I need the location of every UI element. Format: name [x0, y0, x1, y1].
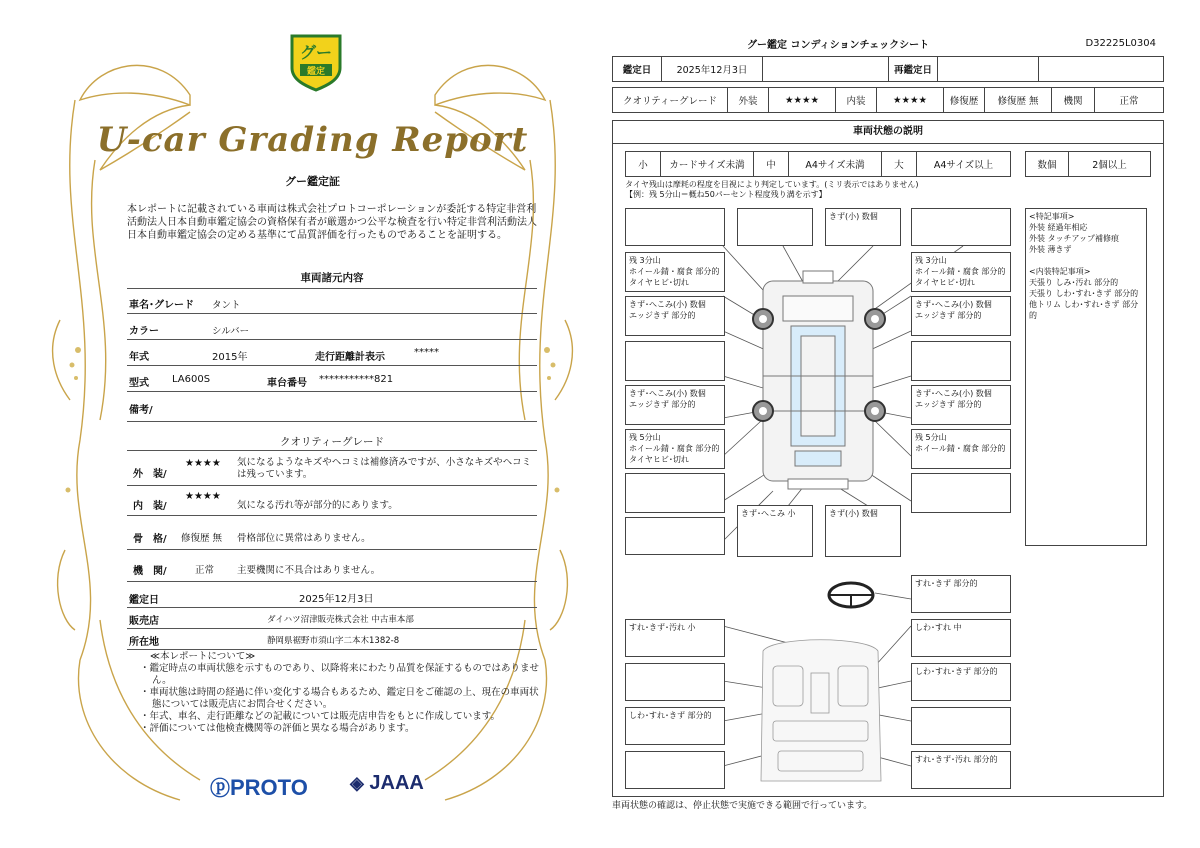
- engine-value: 正常: [195, 565, 215, 576]
- model-label: 型式: [129, 378, 149, 389]
- interior-label: 内 装/: [133, 501, 167, 512]
- row-frame: [127, 521, 537, 550]
- count-label: 数個: [1026, 152, 1069, 176]
- box-interior-right-3: [911, 707, 1011, 745]
- sheet-repair-value: 修復歴 無: [985, 88, 1052, 112]
- address-label: 所在地: [129, 637, 159, 648]
- sheet-interior-stars: ★★★★: [877, 88, 944, 112]
- box-interior-left-4: [625, 751, 725, 789]
- notes-title: ≪本レポートについて≫: [150, 651, 256, 662]
- chassis-label: 車台番号: [267, 378, 307, 389]
- note-item: ・評価については他検査機関等の評価と異なる場合があります。: [140, 723, 415, 734]
- car-interior-view-icon: [761, 640, 881, 781]
- jaaa-mark-icon: ◈: [350, 773, 364, 793]
- date-value: 2025年12月3日: [299, 594, 374, 605]
- certificate-intro: 本レポートに記載されている車両は株式会社プロトコーポレーションが委託する特定非営利活動法人日本自動車鑑定協会の資格保有者が厳選かつ公平な検査を行い特定非営利活動法人日本自動車鑑定協会の定める基準にて品質評価を行ったものであることを証明する。: [127, 204, 537, 241]
- sheet-engine-label: 機関: [1052, 88, 1095, 112]
- exterior-stars: ★★★★: [185, 458, 221, 469]
- badge-kantei-text: 鑑定: [306, 67, 326, 77]
- sheet-interior-label: 内装: [836, 88, 877, 112]
- row-date: [127, 585, 537, 608]
- size-large-desc: A4サイズ以上: [933, 160, 994, 171]
- grading-date-label: 鑑定日: [613, 57, 662, 81]
- year-label: 年式: [129, 352, 149, 363]
- car-name-value: タント: [212, 300, 241, 311]
- footer-logos: [210, 772, 450, 802]
- row-remarks: [127, 393, 537, 422]
- box-right-rear-tire: 残 5分山 ホイール錆・腐食 部分的: [911, 429, 1011, 469]
- box-rear-center-left: きず･へこみ 小: [737, 505, 813, 557]
- condition-check-sheet: [612, 30, 1164, 810]
- steering-wheel-icon: [829, 583, 873, 607]
- box-front-center-right: きず(小) 数個: [825, 208, 901, 246]
- mileage-value: *****: [414, 347, 439, 358]
- condition-description-box: [612, 120, 1164, 797]
- box-front-left-top: [625, 208, 725, 246]
- date-label: 鑑定日: [129, 595, 159, 606]
- box-rear-left-bottom: [625, 517, 725, 555]
- engine-label: 機 関/: [133, 566, 167, 577]
- frame-value: 修復歴 無: [181, 533, 223, 544]
- quality-grid: [612, 87, 1164, 113]
- box-front-right-top: [911, 208, 1011, 246]
- box-interior-right-2: しわ･すれ･きず 部分的: [911, 663, 1011, 701]
- specs-title: 車両諸元内容: [300, 272, 364, 284]
- box-right-rear-door: きず･へこみ(小) 数個 エッジきず 部分的: [911, 385, 1011, 425]
- tire-note-line-1: タイヤ残山は摩耗の程度を目視により判定しています。(ミリ表示ではありません): [625, 180, 919, 189]
- certificate-notes: [140, 651, 540, 735]
- jaaa-logo: [350, 772, 424, 795]
- grading-certificate: [40, 20, 585, 830]
- count-desc: 2個以上: [1092, 160, 1127, 171]
- box-interior-left-1: すれ･きず･汚れ 小: [625, 619, 725, 657]
- note-item: ・年式、車名、走行距離などの記載については販売店申告をもとに作成しています。: [140, 711, 501, 722]
- box-left-rear-door: きず･へこみ(小) 数個 エッジきず 部分的: [625, 385, 725, 425]
- remarks-label: 備考/: [129, 405, 153, 416]
- box-left-middle: [625, 341, 725, 381]
- jaaa-logo-text: JAAA: [369, 772, 424, 794]
- box-interior-right-1: しわ･すれ 中: [911, 619, 1011, 657]
- exterior-desc: 気になるようなキズやヘコミは補修済みですが、小さなキズやヘコミは残っています。: [237, 457, 532, 480]
- box-left-rear-tire: 残 5分山 ホイール錆・腐食 部分的 タイヤヒビ･切れ: [625, 429, 725, 469]
- proto-mark-icon: ⓟ: [210, 778, 230, 800]
- size-large-label: 大: [882, 152, 917, 176]
- box-left-front-tire: 残 3分山 ホイール錆・腐食 部分的 タイヤヒビ･切れ: [625, 252, 725, 292]
- regrade-date-value: [938, 57, 1039, 81]
- blank-cell: [1039, 57, 1163, 81]
- condition-title: 車両状態の説明: [613, 121, 1163, 144]
- frame-desc: 骨格部位に異常はありません。: [237, 533, 371, 544]
- box-right-front-tire: 残 3分山 ホイール錆・腐食 部分的 タイヤヒビ･切れ: [911, 252, 1011, 292]
- dealer-label: 販売店: [129, 616, 159, 627]
- car-name-label: 車名･グレード: [129, 300, 194, 311]
- row-address: [127, 629, 537, 650]
- row-interior: [127, 487, 537, 516]
- badge-goo-text: グー: [299, 43, 333, 62]
- address-value: 静岡県裾野市須山字二本木1382-8: [267, 636, 400, 646]
- dealer-value: ダイハツ沼津販売株式会社 中古車本部: [267, 615, 414, 625]
- box-interior-left-2: [625, 663, 725, 701]
- blank-cell: [763, 57, 889, 81]
- frame-label: 骨 格/: [133, 534, 167, 545]
- size-mid-desc: A4サイズ未満: [789, 152, 882, 176]
- interior-stars: ★★★★: [185, 491, 221, 502]
- color-value: シルバー: [212, 326, 250, 337]
- mileage-label: 走行距離計表示: [315, 352, 385, 363]
- note-item: ・鑑定時点の車両状態を示すものであり、以降将来にわたり品質を保証するものではありません。: [140, 663, 540, 686]
- row-exterior: [127, 453, 537, 486]
- box-front-center-left: [737, 208, 813, 246]
- document-id: D32225L0304: [1085, 38, 1156, 49]
- car-top-view-icon: [763, 271, 873, 489]
- row-car-name: [127, 289, 537, 314]
- size-small-desc: カードサイズ未満: [661, 152, 754, 176]
- box-interior-left-3: しわ･すれ･きず 部分的: [625, 707, 725, 745]
- row-engine: [127, 553, 537, 582]
- box-interior-right-4: すれ･きず･汚れ 部分的: [911, 751, 1011, 789]
- box-rear-center-right: きず(小) 数個: [825, 505, 901, 557]
- regrade-date-label: 再鑑定日: [889, 57, 938, 81]
- quality-title: クオリティーグレード: [280, 436, 384, 448]
- proto-logo: [210, 772, 308, 801]
- grading-date-value: 2025年12月3日: [662, 57, 763, 81]
- chassis-value: ***********821: [319, 374, 394, 385]
- row-color: [127, 315, 537, 340]
- box-steering: すれ･きず 部分的: [911, 575, 1011, 613]
- proto-logo-text: PROTO: [230, 775, 308, 800]
- size-small-label: 小: [626, 152, 661, 176]
- exterior-label: 外 装/: [133, 469, 167, 480]
- certificate-heading: グー鑑定証: [285, 175, 340, 188]
- sheet-repair-label: 修復歴: [944, 88, 985, 112]
- sheet-engine-value: 正常: [1119, 96, 1139, 107]
- row-model: [127, 367, 537, 392]
- size-mid-label: 中: [754, 152, 789, 176]
- color-label: カラー: [129, 326, 159, 337]
- row-dealer: [127, 608, 537, 629]
- quality-grade-label: クオリティーグレード: [613, 88, 728, 112]
- special-notes-box: <特記事項> 外装 経過年相応 外装 タッチアップ補修痕 外装 薄きず <内装特記事項> 天張り しみ･汚れ 部分的 天張り しわ･すれ･きず 部分的 他トリム しわ･すれ･きず 部分的: [1025, 208, 1147, 546]
- interior-desc: 気になる汚れ等が部分的にあります。: [237, 500, 398, 511]
- note-item: ・車両状態は時間の経過に伴い変化する場合もあるため、鑑定日をご確認の上、現在の車両状態については販売店にお問合せください。: [140, 687, 539, 710]
- box-left-rear-lower: [625, 473, 725, 513]
- quality-divider: [127, 450, 537, 451]
- box-right-front-door: きず･へこみ(小) 数個 エッジきず 部分的: [911, 296, 1011, 336]
- model-value: LA600S: [172, 374, 211, 385]
- year-value: 2015年: [212, 352, 248, 363]
- box-right-rear-lower: [911, 473, 1011, 513]
- tire-note-line-2: 【例：残 5分山＝概ね50パーセント程度残り溝を示す】: [625, 190, 827, 199]
- date-grid: [612, 56, 1164, 82]
- box-right-middle: [911, 341, 1011, 381]
- box-left-front-door: きず･へこみ(小) 数個 エッジきず 部分的: [625, 296, 725, 336]
- sheet-title: グー鑑定 コンディションチェックシート: [747, 40, 930, 51]
- script-title: U-car Grading Report: [96, 120, 529, 160]
- row-year: [127, 341, 537, 366]
- sheet-footer-note: 車両状態の確認は、停止状態で実施できる範囲で行っています。: [612, 801, 873, 811]
- goo-grading-badge-icon: [288, 30, 344, 92]
- sheet-exterior-label: 外装: [728, 88, 769, 112]
- sheet-exterior-stars: ★★★★: [769, 88, 836, 112]
- engine-desc: 主要機関に不具合はありません。: [237, 565, 381, 576]
